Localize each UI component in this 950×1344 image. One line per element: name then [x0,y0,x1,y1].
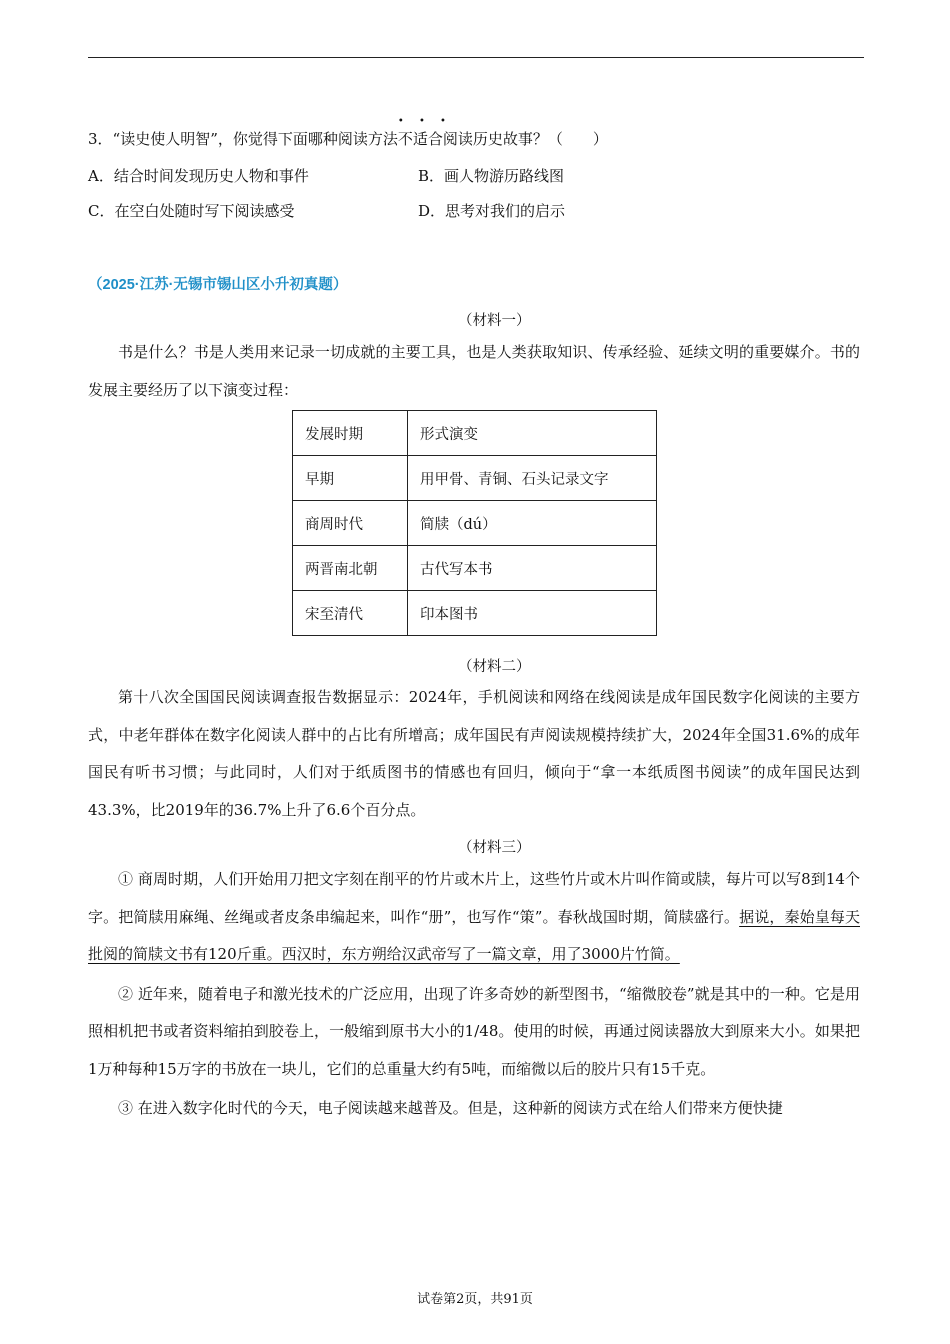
table-cell: 早期 [293,456,408,501]
table-cell: 印本图书 [408,591,657,636]
table-cell: 宋至清代 [293,591,408,636]
table-cell: 简牍（dú） [408,501,657,546]
question-3-text-after: 合阅读历史故事？（ ） [427,130,608,148]
emphasis-dots: • • • [397,116,452,127]
material-1-title: （材料一） [458,313,531,329]
page-footer: 试卷第2页，共91页 [417,1292,533,1307]
material-3-paragraph-3: ③ 在进入数字化时代的今天，电子阅读越来越普及。但是，这种新的阅读方式在给人们带来方便快捷 [118,1099,783,1117]
material-2-title: （材料二） [458,659,531,675]
material-3-paragraph-1: ① 商周时期，人们开始用刀把文字刻在削平的竹片或木片上，这些竹片或木片叫作简或牍，每片可以写8到14个字。把简牍用麻绳、丝绳或者皮条串编起来，叫作“册”，也写作“策”。春秋战国时期，简牍盛行。据说，秦始皇每天批阅的简牍文书有120斤重。西汉时，东方朔给汉武帝写了一篇文章，用了3000片竹简。 [88,870,860,963]
material-3-paragraph-2: ② 近年来，随着电子和激光技术的广泛应用，出现了许多奇妙的新型图书，“缩微胶卷”就是其中的一种。它是用照相机把书或者资料缩拍到胶卷上，一般缩到原书大小的1/48。使用的时候，再通过阅读器放大到原来大小。如果把1万种每种15万字的书放在一块儿，它们的总重量大约有5吨，而缩微以后的胶片只有15千克。 [88,984,860,1078]
material-3-text [88,861,860,1128]
table-cell: 商周时代 [293,501,408,546]
header-rule [88,57,864,58]
material-3-title: （材料三） [458,840,531,856]
material-2-text: 第十八次全国国民阅读调查报告数据显示：2024年，手机阅读和网络在线阅读是成年国民数字化阅读的主要方式，中老年群体在数字化阅读人群中的占比有所增高；成年国民有声阅读规模持续扩大，2024年全国31.6%的成年国民有听书习惯；与此同时，人们对于纸质图书的情感也有回归，倾向于“拿一本纸质图书阅读”的成年国民达到43.3%，比2019年的36.7%上升了6.6个百分点。 [88,688,860,819]
question-3-text-before: 3．“读史使人明智”，你觉得下面哪种阅读方法 [88,130,398,148]
table-row [293,501,657,546]
material-1-text: 书是什么？书是人类用来记录一切成就的主要工具，也是人类获取知识、传承经验、延续文明的重要媒介。书的发展主要经历了以下演变过程： [88,343,860,399]
table-cell: 两晋南北朝 [293,546,408,591]
table-row [293,546,657,591]
option-d[interactable]: D．思考对我们的启示 [418,202,566,220]
table-row [293,456,657,501]
question-3 [88,116,608,149]
table-cell: 用甲骨、青铜、石头记录文字 [408,456,657,501]
underlined-sentence: 据说，秦始皇每天批阅的简牍文书有120斤重。西汉时，东方朔给汉武帝写了一篇文章，用了3000片竹简。 [88,907,860,963]
option-c[interactable]: C．在空白处随时写下阅读感受 [88,202,295,220]
table-header-form: 形式演变 [408,411,657,456]
table-cell: 古代写本书 [408,546,657,591]
book-evolution-table [292,410,657,636]
table-row [293,591,657,636]
emphasis-not-suitable: • • • 不适 [397,116,452,148]
table-header-row [293,411,657,456]
option-a[interactable]: A．结合时间发现历史人物和事件 [88,167,309,185]
option-b[interactable]: B．画人物游历路线图 [418,167,565,185]
source-label: （2025·江苏·无锡市锡山区小升初真题） [88,277,348,293]
table-header-period: 发展时期 [293,411,408,456]
